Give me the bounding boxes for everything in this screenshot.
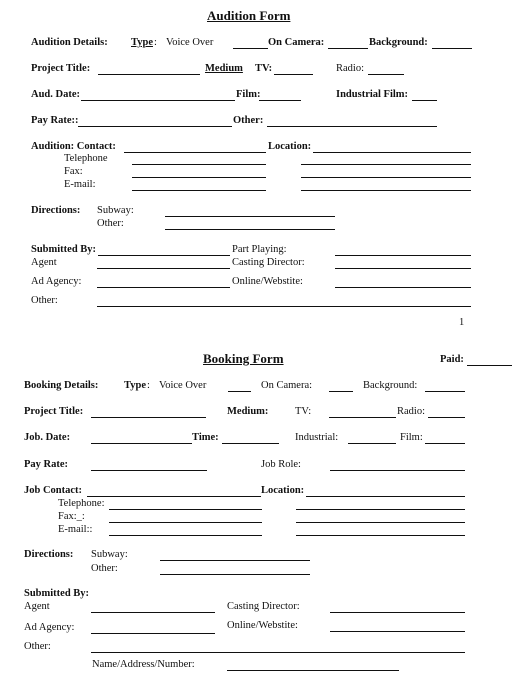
booking-type-colon: : — [147, 380, 150, 391]
audition-tv-field[interactable] — [274, 74, 313, 75]
audition-part-playing-field[interactable] — [335, 255, 471, 256]
booking-ad-agency-field[interactable] — [91, 633, 215, 634]
booking-casting-director-label: Casting Director: — [227, 601, 300, 612]
audition-ad-agency-label: Ad Agency: — [31, 276, 82, 287]
audition-other-bottom-label: Other: — [31, 295, 58, 306]
audition-on-camera-label: On Camera: — [268, 37, 325, 48]
audition-subway-field[interactable] — [165, 216, 335, 217]
booking-directions-other-label: Other: — [91, 563, 118, 574]
booking-tv-field[interactable] — [329, 417, 396, 418]
booking-location-label: Location: — [261, 485, 305, 496]
page-number: 1 — [459, 317, 465, 328]
booking-location-field[interactable] — [306, 496, 465, 497]
audition-date-label: Aud. Date: — [31, 89, 80, 100]
booking-directions-label: Directions: — [24, 549, 74, 560]
audition-agent-field[interactable] — [97, 268, 230, 269]
audition-directions-other-label: Other: — [97, 218, 124, 229]
booking-agent-label: Agent — [24, 601, 50, 612]
booking-background-label: Background: — [363, 380, 418, 391]
booking-paid-field[interactable] — [467, 365, 512, 366]
booking-pay-rate-field[interactable] — [91, 470, 207, 471]
booking-directions-other-field[interactable] — [160, 574, 310, 575]
booking-voice-over-field[interactable] — [228, 391, 251, 392]
audition-radio-field[interactable] — [368, 74, 404, 75]
booking-film-label: Film: — [400, 432, 423, 443]
audition-email-field[interactable] — [132, 190, 266, 191]
audition-directions-other-field[interactable] — [165, 229, 335, 230]
audition-form-title: Audition Form — [207, 8, 291, 23]
audition-medium-label: Medium — [205, 63, 243, 74]
audition-subway-label: Subway: — [97, 205, 134, 216]
booking-online-website-field[interactable] — [330, 631, 465, 632]
audition-voice-over-field[interactable] — [233, 48, 268, 49]
booking-location-line-2[interactable] — [296, 509, 465, 510]
booking-other-label: Other: — [24, 641, 51, 652]
audition-pay-rate-label: Pay Rate:: — [31, 115, 79, 126]
audition-contact-field[interactable] — [124, 152, 266, 153]
audition-type-label: Type — [131, 37, 153, 48]
audition-agent-label: Agent — [31, 257, 57, 268]
booking-project-title-field[interactable] — [91, 417, 206, 418]
audition-online-website-field[interactable] — [335, 287, 471, 288]
audition-other-label: Other: — [233, 115, 264, 126]
audition-telephone-field[interactable] — [132, 164, 266, 165]
booking-job-contact-field[interactable] — [87, 496, 261, 497]
booking-online-website-label: Online/Webstite: — [227, 620, 298, 631]
audition-location-line-4[interactable] — [301, 190, 471, 191]
audition-industrial-film-field[interactable] — [412, 100, 437, 101]
audition-project-title-label: Project Title: — [31, 63, 91, 74]
booking-email-label: E-mail:: — [58, 524, 93, 535]
audition-pay-rate-field[interactable] — [78, 126, 232, 127]
booking-submitted-by-label: Submitted By: — [24, 588, 90, 599]
audition-project-title-field[interactable] — [98, 74, 200, 75]
booking-on-camera-label: On Camera: — [261, 380, 313, 391]
audition-location-line-3[interactable] — [301, 177, 471, 178]
audition-background-label: Background: — [369, 37, 428, 48]
booking-casting-director-field[interactable] — [330, 612, 465, 613]
audition-casting-director-label: Casting Director: — [232, 257, 305, 268]
booking-film-field[interactable] — [425, 443, 465, 444]
audition-casting-director-field[interactable] — [335, 268, 471, 269]
booking-job-contact-label: Job Contact: — [24, 485, 83, 496]
audition-radio-label: Radio: — [336, 63, 364, 74]
audition-telephone-label: Telephone — [64, 153, 108, 164]
audition-location-field[interactable] — [313, 152, 471, 153]
booking-name-address-number-label: Name/Address/Number: — [92, 659, 195, 670]
booking-telephone-field[interactable] — [109, 509, 262, 510]
audition-film-field[interactable] — [259, 100, 301, 101]
audition-voice-over-label: Voice Over — [166, 37, 214, 48]
audition-online-website-label: Online/Webstite: — [232, 276, 303, 287]
booking-form-title: Booking Form — [203, 351, 284, 366]
audition-tv-label: TV: — [255, 63, 273, 74]
audition-location-label: Location: — [268, 141, 312, 152]
audition-submitted-by-field[interactable] — [98, 255, 230, 256]
booking-telephone-label: Telephone: — [58, 498, 105, 509]
audition-part-playing-label: Part Playing: — [232, 244, 287, 255]
booking-industrial-field[interactable] — [348, 443, 396, 444]
booking-job-date-field[interactable] — [91, 443, 192, 444]
booking-time-label: Time: — [192, 432, 219, 443]
audition-on-camera-field[interactable] — [328, 48, 368, 49]
audition-film-label: Film: — [236, 89, 261, 100]
booking-voice-over-label: Voice Over — [159, 380, 207, 391]
booking-paid-label: Paid: — [440, 354, 464, 365]
booking-pay-rate-label: Pay Rate: — [24, 459, 69, 470]
booking-job-date-label: Job. Date: — [24, 432, 71, 443]
booking-project-title-label: Project Title: — [24, 406, 84, 417]
audition-industrial-film-label: Industrial Film: — [336, 89, 409, 100]
booking-name-address-number-field[interactable] — [227, 670, 399, 671]
audition-email-label: E-mail: — [64, 179, 96, 190]
booking-fax-label: Fax:_: — [58, 511, 85, 522]
booking-agent-field[interactable] — [91, 612, 215, 613]
audition-date-field[interactable] — [81, 100, 235, 101]
booking-radio-label: Radio: — [397, 406, 425, 417]
audition-ad-agency-field[interactable] — [97, 287, 230, 288]
booking-time-field[interactable] — [222, 443, 279, 444]
booking-on-camera-field[interactable] — [329, 391, 353, 392]
booking-industrial-label: Industrial: — [295, 432, 339, 443]
booking-subway-field[interactable] — [160, 560, 310, 561]
audition-location-line-2[interactable] — [301, 164, 471, 165]
audition-contact-label: Audition: Contact: — [31, 141, 116, 152]
booking-radio-field[interactable] — [428, 417, 465, 418]
audition-background-field[interactable] — [432, 48, 472, 49]
audition-submitted-by-label: Submitted By: — [31, 244, 97, 255]
audition-other-bottom-field[interactable] — [97, 306, 471, 307]
audition-directions-label: Directions: — [31, 205, 81, 216]
booking-details-label: Booking Details: — [24, 380, 99, 391]
audition-other-field[interactable] — [267, 126, 437, 127]
audition-fax-field[interactable] — [132, 177, 266, 178]
booking-tv-label: TV: — [295, 406, 312, 417]
booking-location-line-3[interactable] — [296, 522, 465, 523]
booking-job-role-label: Job Role: — [261, 459, 301, 470]
booking-medium-label: Medium: — [227, 406, 269, 417]
audition-details-label: Audition Details: — [31, 37, 108, 48]
booking-location-line-4[interactable] — [296, 535, 465, 536]
booking-job-role-field[interactable] — [330, 470, 465, 471]
audition-fax-label: Fax: — [64, 166, 83, 177]
booking-type-label: Type — [124, 380, 146, 391]
booking-other-field[interactable] — [91, 652, 465, 653]
booking-fax-field[interactable] — [109, 522, 262, 523]
booking-ad-agency-label: Ad Agency: — [24, 622, 75, 633]
booking-background-field[interactable] — [425, 391, 465, 392]
booking-email-field[interactable] — [109, 535, 262, 536]
audition-type-colon: : — [154, 37, 157, 48]
booking-subway-label: Subway: — [91, 549, 128, 560]
